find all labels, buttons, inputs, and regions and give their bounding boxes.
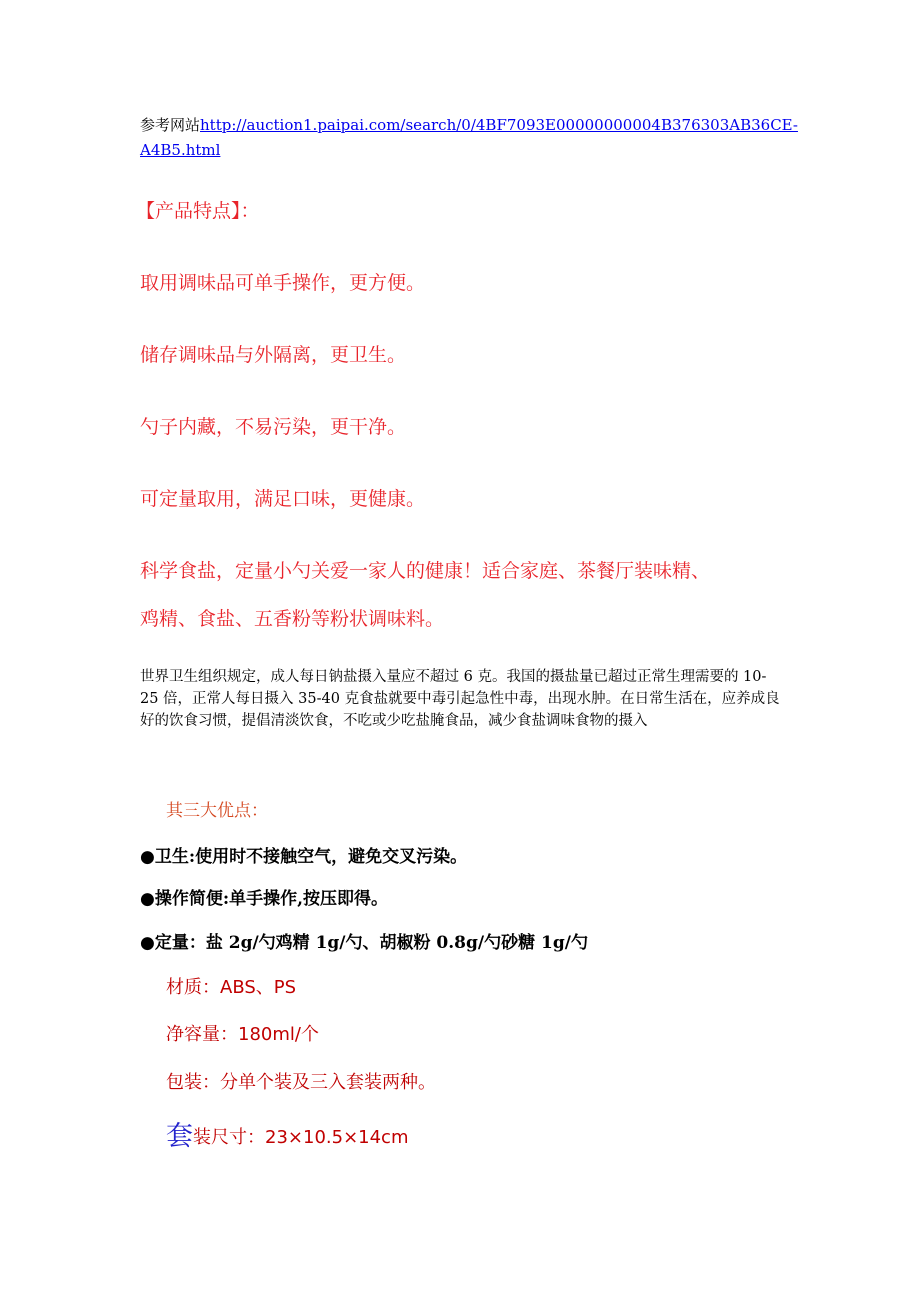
spec-size-first-char: 套 (166, 1121, 193, 1152)
reference-link-cont[interactable]: A4B5.html (140, 141, 221, 159)
reference-link[interactable]: http://auction1.paipai.com/search/0/4BF7093E00000000004B376303AB36CE- (200, 116, 798, 134)
feature-item-1: 取用调味品可单手操作，更方便。 (140, 272, 426, 294)
advantage-quantity: ●定量：盐 2g/勺鸡精 1g/勺、胡椒粉 0.8g/勺砂糖 1g/勺 (140, 933, 588, 953)
features-summary-line2: 鸡精、食盐、五香粉等粉状调味料。 (140, 608, 445, 630)
features-summary-line1: 科学食盐，定量小勺关爱一家人的健康！适合家庭、茶餐厅装味精、 (140, 560, 711, 582)
spec-packaging: 包装：分单个装及三入套装两种。 (166, 1072, 436, 1093)
reference-line (140, 113, 798, 163)
features-heading: 【产品特点】： (136, 200, 260, 222)
advantage-hygiene: ●卫生:使用时不接触空气，避免交叉污染。 (140, 847, 468, 867)
spec-size (166, 1114, 408, 1153)
feature-item-3: 勺子内藏，不易污染，更干净。 (140, 416, 407, 438)
spec-material: 材质：ABS、PS (166, 977, 297, 998)
who-paragraph: 世界卫生组织规定，成人每日钠盐摄入量应不超过 6 克。我国的摄盐量已超过正常生理需要的 10-25 倍，正常人每日摄入 35-40 克食盐就要中毒引起急性中毒，出现水肿。在日常生活在，应养成良好的饮食习惯，提倡清淡饮食，不吃或少吃盐腌食品，减少食盐调味食物的摄入 (140, 669, 780, 729)
advantage-easy-operation: ●操作简便:单手操作,按压即得。 (140, 889, 389, 909)
feature-item-2: 储存调味品与外隔离，更卫生。 (140, 344, 407, 366)
reference-label: 参考网站 (140, 116, 201, 134)
spec-capacity: 净容量：180ml/个 (166, 1024, 319, 1045)
spec-size-rest: 装尺寸：23×10.5×14cm (193, 1127, 409, 1148)
advantages-heading: 其三大优点： (166, 801, 268, 821)
feature-item-4: 可定量取用，满足口味，更健康。 (140, 488, 426, 510)
